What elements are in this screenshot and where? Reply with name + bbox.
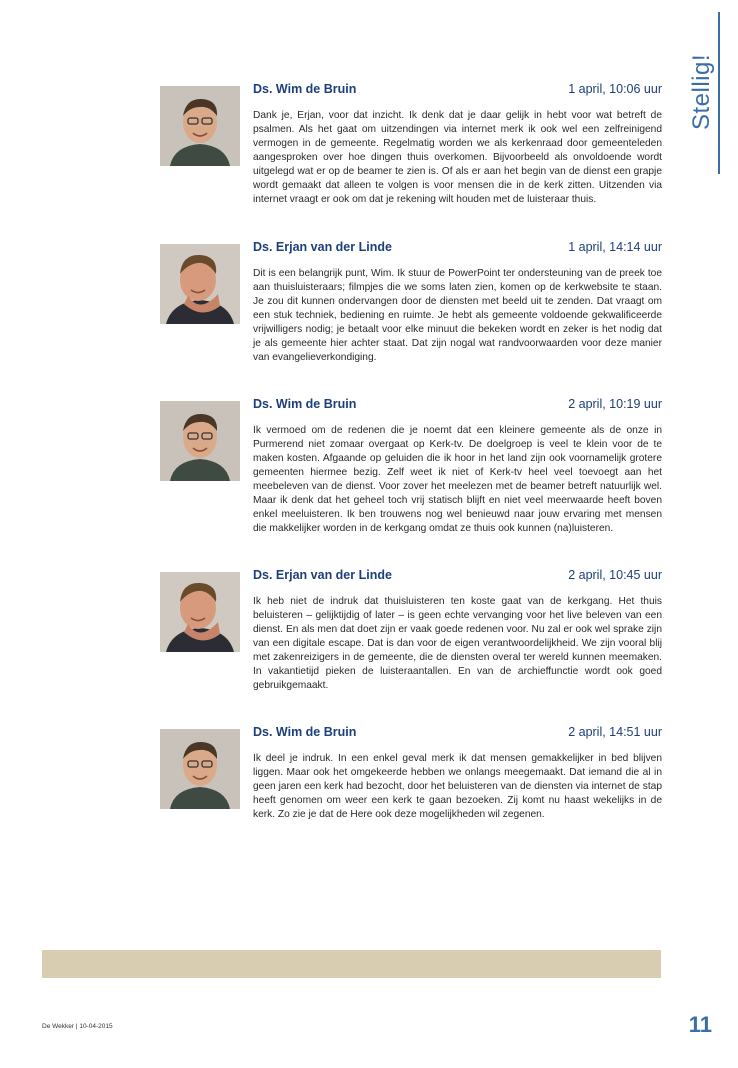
section-label-box (690, 12, 714, 172)
section-rule (718, 12, 720, 174)
portrait-erjan-icon (160, 572, 240, 652)
post-body: Ik deel je indruk. In een enkel geval merk ik dat mensen gemakkelijker in bed blijven liggen. Maar ook het omgekeerde hebben we onlangs meegemaakt. Dat iemand die al in geen jaren een kerk had bezocht, door het beluisteren van de diensten via internet de stap heeft genomen om weer een kerk te gaan bezoeken. Zij komt nu haast wekelijks in de kerk. Zo zie je dat de Here ook deze mogelijkheden wil zegenen. (253, 753, 662, 820)
post-author: Ds. Erjan van der Linde (253, 240, 392, 254)
post-header (253, 240, 662, 258)
post-time: 2 april, 10:19 uur (568, 397, 662, 411)
post-author: Ds. Wim de Bruin (253, 397, 357, 411)
post-time: 1 april, 10:06 uur (568, 82, 662, 96)
portrait-erjan-icon (160, 244, 240, 324)
post-author: Ds. Wim de Bruin (253, 725, 357, 739)
post-author: Ds. Erjan van der Linde (253, 568, 392, 582)
post-body: Ik heb niet de indruk dat thuisluisteren ten koste gaat van de kerkgang. Het thuis beluisteren – gelijktijdig of later – is geen echte vervanging voor het live beleven van een dienst. En als men dat doet zijn er vaak goede redenen voor. Nu zal er ook wel sprake zijn van een digitale escape. Dat is dan voor de eigen verantwoordelijkheid. We zijn vooral blij met zakenreizigers in de gemeente, die de diensten overal ter wereld kunnen meemaken. In vakantietijd pieken de luisteraantallen. En van de archieffunctie wordt ook goed gebruikgemaakt. (253, 596, 662, 691)
footer-band (42, 950, 661, 978)
post-body: Dit is een belangrijk punt, Wim. Ik stuur de PowerPoint ter ondersteuning van de preek toe aan thuisluisteraars; filmpjes die we soms laten zien, komen op de kerkwebsite te staan. Je zou dit kunnen ondervangen door de diensten met beeld uit te zenden. Dat vraagt om een stuk techniek, bediening en ruimte. Je hebt als gemeente voldoende gekwalificeerde vrijwilligers nodig; je betaalt voor elke minuut die bekeken wordt en zeker is het nodig dat je als gemeente hier achter staat. Dat zijn nogal wat randvoorwaarden voor deze manier van evangelieverkondiging. (253, 268, 662, 363)
section-label: Stellig! (688, 53, 716, 131)
portrait-wim-icon (160, 86, 240, 166)
avatar-wim (160, 401, 240, 481)
post-time: 2 april, 10:45 uur (568, 568, 662, 582)
portrait-wim-icon (160, 401, 240, 481)
post-header (253, 397, 662, 415)
publication-line: De Wekker | 10-04-2015 (42, 1023, 113, 1030)
post-author: Ds. Wim de Bruin (253, 82, 357, 96)
avatar-erjan (160, 572, 240, 652)
avatar-wim (160, 86, 240, 166)
post-body: Ik vermoed om de redenen die je noemt dat een kleinere gemeente als de onze in Purmerend niet zomaar overgaat op Kerk-tv. De doelgroep is veel te klein voor de te maken kosten. Afgaande op geluiden die ik hoor in het land zijn ook voornamelijk grotere gemeenten hiermee bezig. Zelf weet ik niet of Kerk-tv heel veel toevoegt aan het meebeleven van de dienst. Voor zover het meelezen met de beamer betreft natuurlijk wel. Maar ik denk dat het geheel toch vrij statisch blijft en niet veel meerwaarde heeft boven enkel meeluisteren. Ik ben trouwens nog wel benieuwd naar jouw ervaring met mensen die makkelijker worden in de kerkgang omdat ze thuis ook kunnen (na)luisteren. (253, 425, 662, 534)
post-header (253, 82, 662, 100)
post-body: Dank je, Erjan, voor dat inzicht. Ik denk dat je daar gelijk in hebt voor wat betreft de psalmen. Als het gaat om uitzendingen via internet merk ik ook wel een zelfreinigend vermogen in de gemeente. Regelmatig worden we als kerkenraad door gemeenteleden aangesproken over hoe dingen thuis overkomen. Bijvoorbeeld als onvoldoende wordt uitgelegd wat er op de beamer te zien is. Of als er aan het begin van de dienst een grapje wordt gemaakt dat alleen te volgen is voor mensen die in de kerk zitten. Uitzenden via internet vraagt er ook om dat je rekening wilt houden met de luisteraar thuis. (253, 110, 662, 205)
post-time: 1 april, 14:14 uur (568, 240, 662, 254)
post-header (253, 725, 662, 743)
section-tab (690, 12, 720, 172)
post-time: 2 april, 14:51 uur (568, 725, 662, 739)
page-number: 11 (688, 1012, 712, 1037)
portrait-wim-icon (160, 729, 240, 809)
avatar-wim (160, 729, 240, 809)
avatar-erjan (160, 244, 240, 324)
post-header (253, 568, 662, 586)
